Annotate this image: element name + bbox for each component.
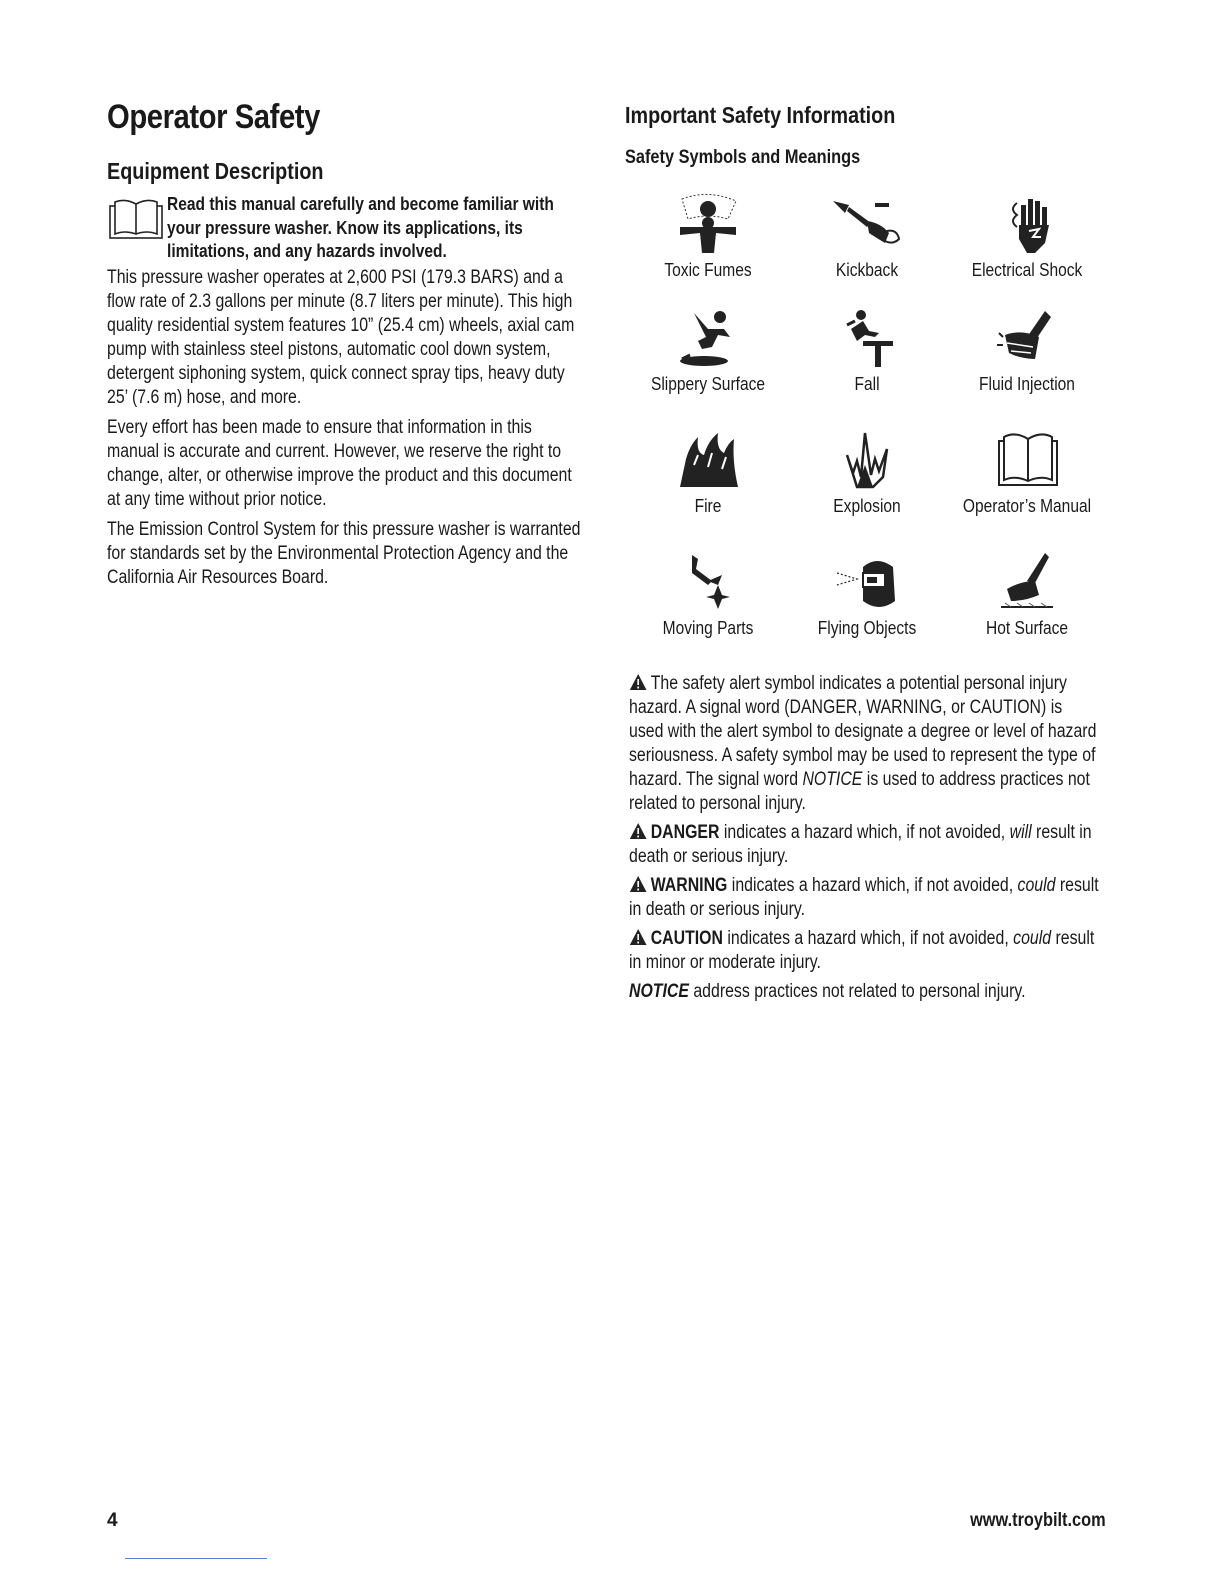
moving-parts-icon <box>668 551 748 613</box>
emphasis: could <box>1017 875 1056 896</box>
definition-text: indicates a hazard which, if not avoided, <box>722 928 1014 949</box>
signal-words-body <box>629 672 1101 1009</box>
safety-symbols-grid <box>625 185 1105 655</box>
caution-definition <box>629 927 1101 975</box>
symbol-kickback <box>787 193 947 281</box>
emphasis: could <box>1013 928 1052 949</box>
emphasis: will <box>1009 822 1032 843</box>
definition-text: result in death or serious injury. <box>629 875 1099 920</box>
paragraph: The Emission Control System for this pressure washer is warranted for standards set by the Environmental Protection Agency and the California Air Resources Board. <box>107 519 581 588</box>
definition-text: indicates a hazard which, if not avoided, <box>719 822 1010 843</box>
symbol-label: Electrical Shock <box>971 259 1083 280</box>
symbol-fall <box>787 307 947 395</box>
danger-definition <box>629 821 1101 869</box>
kickback-icon <box>827 193 907 255</box>
page-title: Operator Safety <box>107 98 320 136</box>
symbol-label: Fall <box>854 373 880 394</box>
fall-icon <box>827 307 907 369</box>
important-safety-heading: Important Safety Information <box>625 102 896 128</box>
notice-word: NOTICE <box>802 769 863 790</box>
equipment-description-heading: Equipment Description <box>107 158 324 184</box>
alert-intro-text: is used to address practices not related to personal injury. <box>629 769 1090 814</box>
symbol-label: Flying Objects <box>817 617 917 638</box>
manual-note-text: Read this manual carefully and become familiar with your pressure washer. Know its applications, its limitations, and any hazards involved. <box>167 193 554 261</box>
symbol-label: Fire <box>694 495 722 516</box>
footer-rule <box>125 1558 267 1559</box>
warning-definition <box>629 874 1101 922</box>
flying-objects-icon <box>827 551 907 613</box>
definition-text: result in minor or moderate injury. <box>629 928 1095 973</box>
hot-surface-icon <box>987 551 1067 613</box>
fluid-injection-icon <box>987 307 1067 369</box>
definition-text: result in death or serious injury. <box>629 822 1092 867</box>
symbol-hot-surface <box>947 551 1107 639</box>
notice-word: NOTICE <box>629 981 689 1002</box>
symbol-explosion <box>787 425 947 517</box>
symbol-label: Toxic Fumes <box>664 259 752 280</box>
alert-intro-text: The safety alert symbol indicates a potential personal injury hazard. A signal word (DANGER, WARNING, or CAUTION) is used with the alert symbol to designate a degree or level of hazard seriousness. A safety symbol may be used to represent the type of hazard. The signal word <box>629 673 1097 790</box>
definition-text: indicates a hazard which, if not avoided, <box>727 875 1018 896</box>
explosion-icon <box>827 425 907 491</box>
symbol-electrical-shock <box>947 193 1107 281</box>
caution-word: CAUTION <box>650 928 723 949</box>
symbol-toxic-fumes <box>628 193 788 281</box>
operators-manual-icon <box>109 196 163 240</box>
safety-alert-icon <box>629 673 647 691</box>
danger-word: DANGER <box>650 822 720 843</box>
safety-alert-icon <box>629 875 647 893</box>
symbol-flying-objects <box>787 551 947 639</box>
symbol-operators-manual <box>947 425 1107 517</box>
symbol-label: Explosion <box>833 495 901 516</box>
notice-definition <box>629 980 1101 1004</box>
symbol-fire <box>628 425 788 517</box>
symbol-label: Fluid Injection <box>979 373 1075 394</box>
safety-alert-icon <box>629 822 647 840</box>
alert-intro <box>629 672 1101 816</box>
paragraph: This pressure washer operates at 2,600 PSI (179.3 BARS) and a flow rate of 2.3 gallons per minute (8.7 liters per minute). This high quality residential system features 10” (25.4 cm) wheels, axial cam pump with stainless steel pistons, automatic cool down system, detergent siphoning system, quick connect spray tips, heavy duty 25’ (7.6 m) hose, and more. <box>107 267 575 408</box>
safety-symbols-subheading: Safety Symbols and Meanings <box>625 147 861 168</box>
symbol-slippery-surface <box>628 307 788 395</box>
paragraph: Every effort has been made to ensure that information in this manual is accurate and current. However, we reserve the right to change, alter, or otherwise improve the product and this document at any time without prior notice. <box>107 417 572 510</box>
warning-word: WARNING <box>650 875 728 896</box>
electrical-shock-icon <box>987 193 1067 255</box>
fire-icon <box>668 425 748 491</box>
symbol-label: Hot Surface <box>985 617 1069 638</box>
operators-manual-icon <box>987 425 1067 491</box>
website-link[interactable]: www.troybilt.com <box>970 1510 1106 1531</box>
symbol-label: Slippery Surface <box>650 373 766 394</box>
safety-alert-icon <box>629 928 647 946</box>
definition-text: address practices not related to personal injury. <box>688 981 1026 1002</box>
symbol-label: Kickback <box>835 259 899 280</box>
symbol-label: Moving Parts <box>662 617 754 638</box>
slippery-surface-icon <box>668 307 748 369</box>
symbol-label: Operator’s Manual <box>962 495 1092 516</box>
page-number: 4 <box>107 1510 118 1531</box>
toxic-fumes-icon <box>668 193 748 255</box>
equipment-description-body <box>107 266 587 596</box>
symbol-moving-parts <box>628 551 788 639</box>
symbol-fluid-injection <box>947 307 1107 395</box>
